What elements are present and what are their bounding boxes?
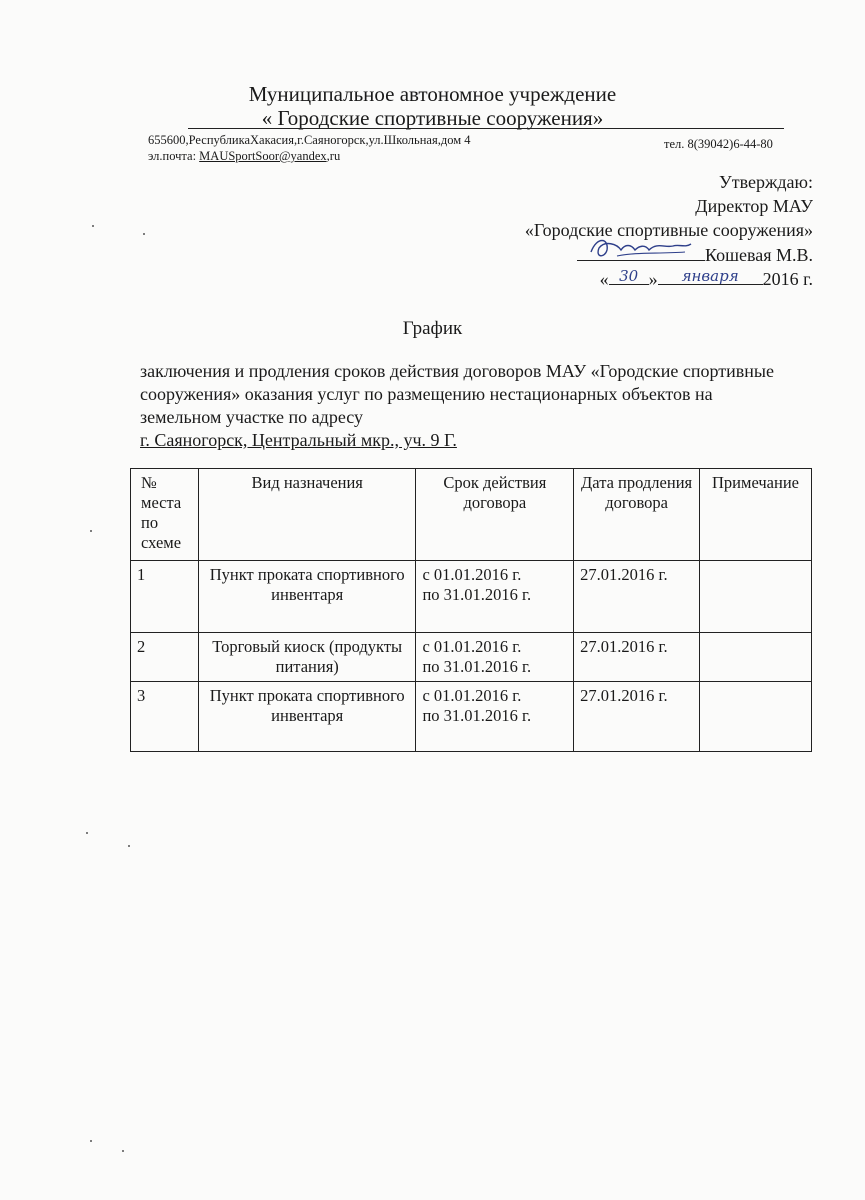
row-note — [700, 561, 812, 633]
month-field — [658, 266, 763, 285]
term-from: с 01.01.2016 г. — [422, 565, 522, 584]
email-link[interactable]: MAUSportSoor@yandex — [199, 149, 327, 163]
header-term: Срок действия договора — [416, 469, 574, 561]
table-row — [131, 633, 812, 682]
term-from: с 01.01.2016 г. — [422, 637, 522, 656]
term-from: с 01.01.2016 г. — [422, 686, 522, 705]
director-name: Кошевая М.В. — [705, 245, 813, 265]
org-email-row — [148, 149, 340, 164]
row-purpose: Торговый киоск (продукты питания) — [198, 633, 416, 682]
scan-speck — [128, 845, 130, 847]
org-name-line2: « Городские спортивные сооружения» — [261, 106, 604, 130]
email-label: эл.почта: — [148, 149, 200, 163]
row-term — [416, 633, 574, 682]
schedule-table — [130, 468, 812, 752]
table-row — [131, 682, 812, 752]
header-extension-date: Дата продления договора — [574, 469, 700, 561]
handwritten-month: января — [681, 267, 739, 285]
approval-line3: «Городские спортивные сооружения» — [524, 220, 813, 240]
org-phone: тел. 8(39042)6-44-80 — [664, 137, 773, 151]
letterhead-rule — [188, 128, 784, 129]
handwritten-day: 30 — [619, 267, 639, 285]
approval-block — [525, 170, 813, 290]
row-extension: 27.01.2016 г. — [574, 682, 700, 752]
row-extension: 27.01.2016 г. — [574, 633, 700, 682]
approval-line2: Директор МАУ — [695, 196, 813, 216]
document-title: График — [402, 318, 463, 339]
org-name-line1: Муниципальное автономное учреждение — [248, 82, 617, 106]
date-year: 2016 г. — [762, 269, 813, 289]
scan-speck — [143, 233, 145, 235]
date-close-quote: » — [648, 269, 658, 289]
row-num: 3 — [131, 682, 199, 752]
paragraph-text: заключения и продления сроков действия договоров МАУ «Городские спортивные сооружения» оказания услуг по размещению нестационарных объектов на земельном участке по адресу — [140, 361, 775, 427]
signature-field — [577, 242, 705, 261]
approval-signature-line — [525, 242, 813, 266]
scan-speck — [122, 1150, 124, 1152]
scan-speck — [90, 530, 92, 532]
scan-speck — [86, 832, 88, 834]
header-place-number: № места по схеме — [131, 469, 199, 561]
row-term — [416, 561, 574, 633]
scan-speck — [92, 225, 94, 227]
header-note: Примечание — [700, 469, 812, 561]
object-address: г. Саяногорск, Центральный мкр., уч. 9 Г. — [140, 430, 457, 450]
handwritten-signature — [587, 232, 697, 264]
email-suffix: ,ru — [326, 149, 341, 163]
approval-line1: Утверждаю: — [718, 172, 813, 192]
row-purpose: Пункт проката спортивного инвентаря — [198, 682, 416, 752]
org-address: 655600,РеспубликаХакасия,г.Саяногорск,ул.Школьная,дом 4 — [148, 133, 471, 147]
header-purpose: Вид назначения — [198, 469, 416, 561]
term-to: по 31.01.2016 г. — [422, 657, 532, 676]
date-open-quote: « — [599, 269, 609, 289]
term-to: по 31.01.2016 г. — [422, 585, 532, 604]
approval-date-line — [525, 266, 813, 290]
scan-speck — [90, 1140, 92, 1142]
table-header-row — [131, 469, 812, 561]
row-num: 2 — [131, 633, 199, 682]
document-paragraph — [140, 360, 790, 452]
row-note — [700, 682, 812, 752]
term-to: по 31.01.2016 г. — [422, 706, 532, 725]
row-note — [700, 633, 812, 682]
table-row — [131, 561, 812, 633]
row-extension: 27.01.2016 г. — [574, 561, 700, 633]
row-term — [416, 682, 574, 752]
row-purpose: Пункт проката спортивного инвентаря — [198, 561, 416, 633]
day-field — [609, 266, 649, 285]
row-num: 1 — [131, 561, 199, 633]
